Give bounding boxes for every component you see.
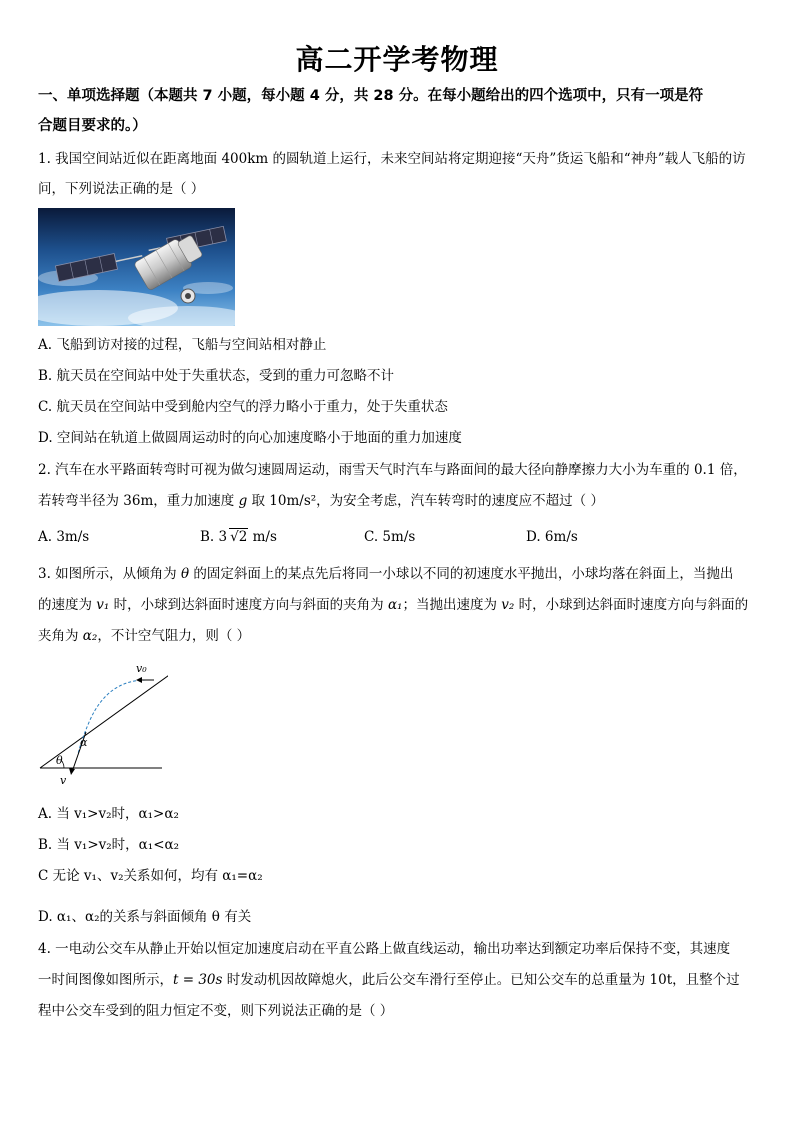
q3-line2-a: 的速度为 — [38, 597, 97, 613]
space-station-photo — [38, 208, 235, 326]
q2-stem-line1: 2. 汽车在水平路面转弯时可视为做匀速圆周运动，雨雪天气时汽车与路面间的最大径向静摩擦力大小为车重的 0.1 倍， — [38, 462, 747, 478]
q3-line2-b: 时，小球到达斜面时速度方向与斜面的夹角为 — [109, 597, 388, 613]
q1-stem-line2: 问，下列说法正确的是（ ） — [38, 181, 205, 197]
q4-time-expr: t = 30s — [173, 972, 223, 988]
label-v0: v₀ — [136, 662, 147, 675]
q3-option-c: C 无论 v₁、v₂关系如何，均有 α₁=α₂ — [38, 868, 263, 884]
q2-option-a: A. 3m/s — [38, 529, 90, 545]
q2-option-b — [200, 529, 277, 545]
incline-projectile-figure — [38, 658, 168, 790]
q4-stem-line3: 程中公交车受到的阻力恒定不变，则下列说法正确的是（ ） — [38, 1003, 394, 1019]
v0-arrowhead — [136, 677, 142, 683]
q3-line2-c: ；当抛出速度为 — [402, 597, 502, 613]
sqrt-symbol: √ — [230, 529, 239, 545]
q4-line2-a: 一时间图像如图所示， — [38, 972, 173, 988]
q3-stem-line1 — [38, 564, 733, 584]
q3-line3-a: 夹角为 — [38, 628, 83, 644]
q3-option-d: D. α₁、α₂的关系与斜面倾角 θ 有关 — [38, 909, 252, 925]
q3-theta: θ — [180, 566, 190, 582]
label-alpha: α — [80, 736, 88, 749]
q1-option-d: D. 空间站在轨道上做圆周运动时的向心加速度略小于地面的重力加速度 — [38, 430, 462, 446]
q4-stem-line2 — [38, 970, 740, 990]
q2-symbol-g: g — [238, 493, 248, 509]
q1-option-a: A. 飞船到访对接的过程，飞船与空间站相对静止 — [38, 337, 327, 353]
q2-option-b-radical — [229, 528, 248, 545]
v-arrowhead — [69, 768, 75, 775]
q2-option-d: D. 6m/s — [526, 529, 578, 545]
q3-line3-b: ，不计空气阻力，则（ ） — [97, 628, 251, 644]
q3-line1-b: 的固定斜面上的某点先后将同一小球以不同的初速度水平抛出，小球均落在斜面上，当抛出 — [189, 566, 734, 582]
q2-option-c: C. 5m/s — [364, 529, 416, 545]
label-v: v — [60, 774, 67, 787]
q3-v1: v₁ — [96, 597, 110, 613]
q4-stem-line1: 4. 一电动公交车从静止开始以恒定加速度启动在平直公路上做直线运动，输出功率达到额定功率后保持不变，其速度 — [38, 941, 731, 957]
q3-option-a: A. 当 v₁>v₂时，α₁>α₂ — [38, 806, 179, 822]
q1-option-b: B. 航天员在空间站中处于失重状态，受到的重力可忽略不计 — [38, 368, 395, 384]
q2-option-b-prefix: B. 3 — [200, 529, 228, 545]
q1-stem-line1: 1. 我国空间站近似在距离地面 400km 的圆轨道上运行，未来空间站将定期迎接“天舟”货运飞船和“神舟”载人飞船的访 — [38, 151, 746, 167]
q2-option-b-radicand: 2 — [238, 529, 248, 545]
q2-stem-line2-b: 取 10m/s²，为安全考虑，汽车转弯时的速度应不超过（ ） — [247, 493, 604, 509]
page-title: 高二开学考物理 — [295, 43, 499, 76]
incline-line — [40, 660, 168, 768]
section-heading-line1: 一、单项选择题（本题共 7 小题，每小题 4 分，共 28 分。在每小题给出的四个选项中，只有一项是符 — [38, 88, 704, 104]
q3-line1-a: 3. 如图所示，从倾角为 — [38, 566, 181, 582]
q4-line2-b: 时发动机因故障熄火，此后公交车滑行至停止。已知公交车的总重量为 10t，且整个过 — [222, 972, 740, 988]
q3-a2: α₂ — [82, 628, 98, 644]
q3-line2-d: 时，小球到达斜面时速度方向与斜面的 — [514, 597, 749, 613]
q3-stem-line3 — [38, 626, 250, 646]
label-theta: θ — [56, 754, 63, 767]
q3-v2: v₂ — [501, 597, 515, 613]
trajectory-dashed — [78, 680, 146, 754]
section-heading-line2: 合题目要求的。） — [38, 118, 147, 134]
q2-stem-line2 — [38, 491, 604, 511]
q2-option-b-unit: m/s — [248, 529, 277, 545]
q2-stem-line2-a: 若转弯半径为 36m，重力加速度 — [38, 493, 239, 509]
q3-option-b: B. 当 v₁>v₂时，α₁<α₂ — [38, 837, 180, 853]
q3-a1: α₁ — [387, 597, 403, 613]
q1-option-c: C. 航天员在空间站中受到舱内空气的浮力略小于重力，处于失重状态 — [38, 399, 448, 415]
q3-stem-line2 — [38, 595, 748, 615]
